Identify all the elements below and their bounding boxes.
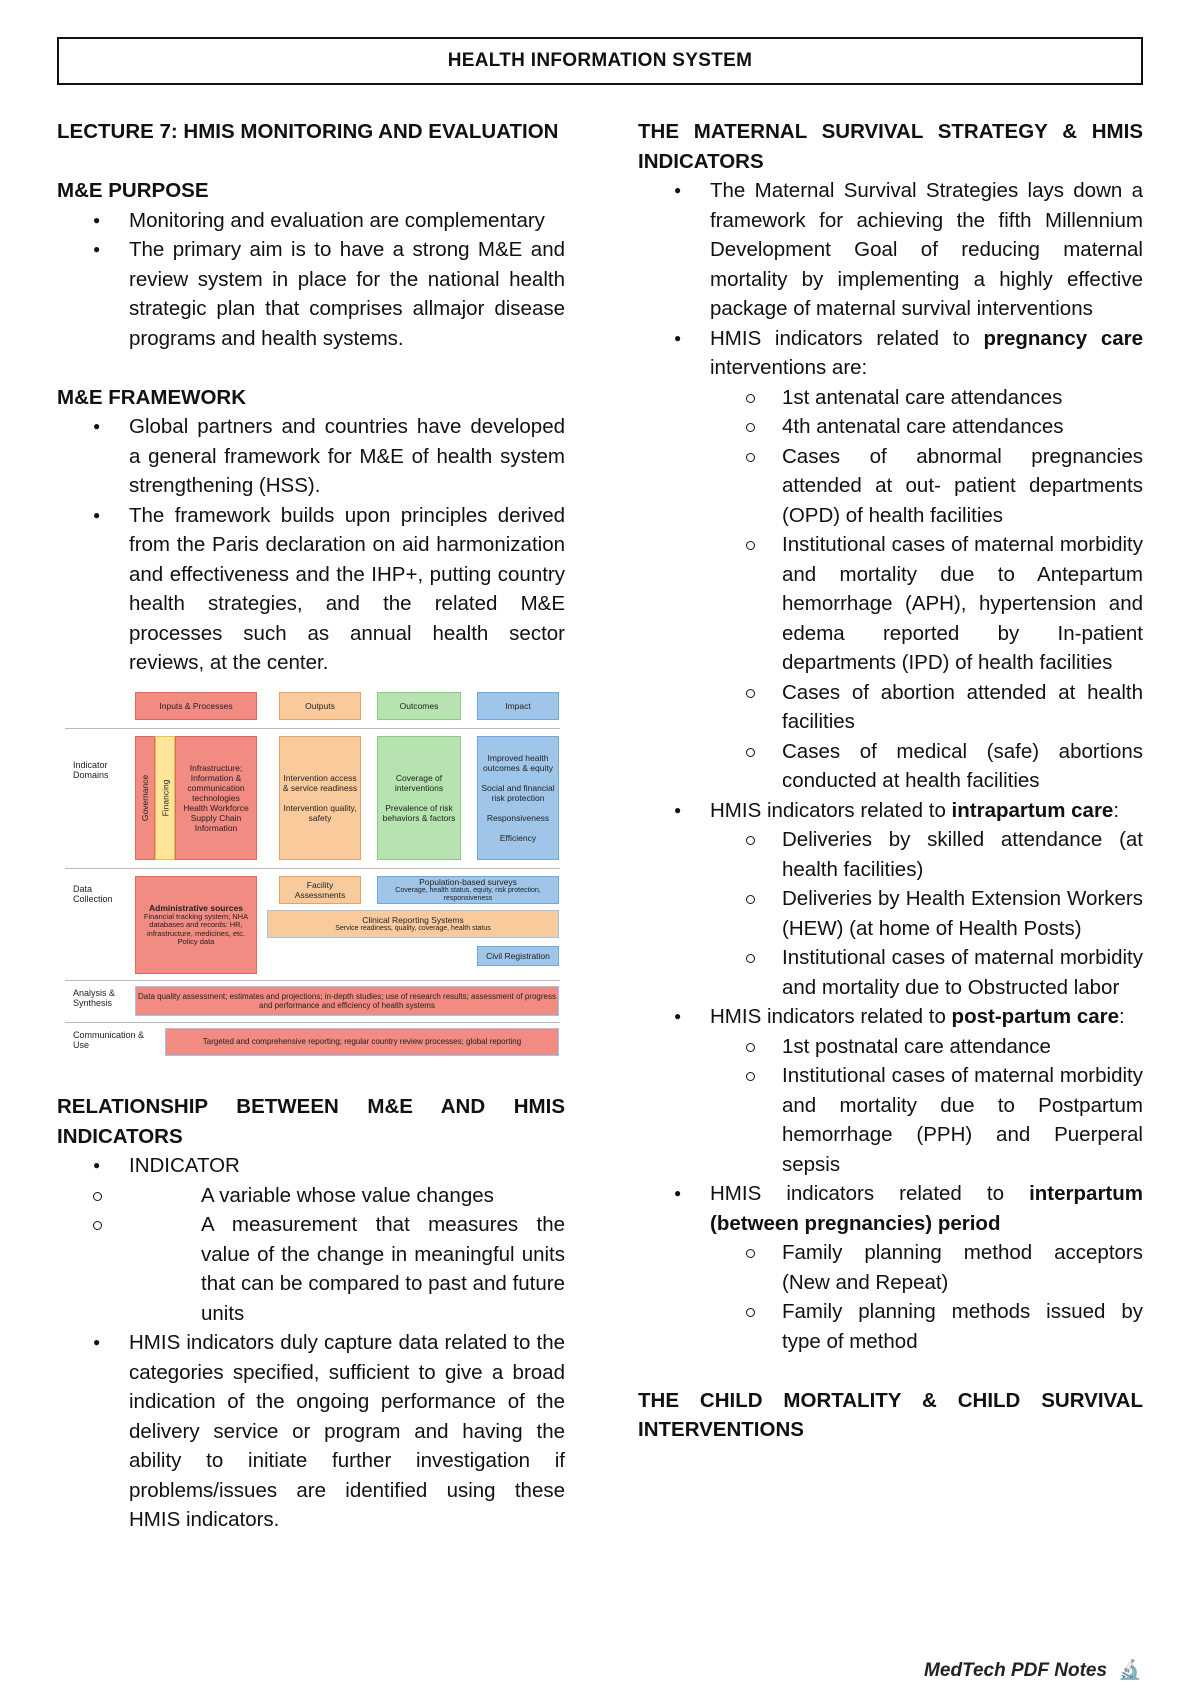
- list-item: ● The framework builds upon principles derived from the Paris declaration on aid harmonization and effectiveness and the IHP+, putting country health strategies, and the related M&E processes such as annual health sector reviews, at the center.: [57, 501, 565, 678]
- framework-heading: M&E FRAMEWORK: [57, 385, 247, 409]
- divider: [65, 728, 560, 729]
- list-item: [638, 1002, 1143, 1179]
- governance-label: Governance: [140, 774, 150, 821]
- purpose-heading: M&E PURPOSE: [57, 179, 209, 202]
- financing-bar: [155, 736, 175, 860]
- inputs-domains: Infrastructure; Information & communication technologies Health Workforce Supply Chain Information: [175, 736, 257, 860]
- divider: [65, 868, 560, 869]
- list-item: Deliveries by skilled attendance (at health facilities): [710, 825, 1143, 884]
- row-label-comm: Communication & Use: [73, 1029, 145, 1050]
- outcomes-domains: Coverage of interventions Prevalence of risk behaviors & factors: [377, 736, 461, 860]
- clinical-reporting: [267, 910, 559, 938]
- bold-term: pregnancy care: [983, 326, 1143, 350]
- governance-bar: [135, 736, 155, 860]
- list-item: Family planning methods issued by type of method: [710, 1297, 1143, 1356]
- child-heading: THE CHILD MORTALITY & CHILD SURVIVAL INTERVENTIONS: [638, 1388, 1143, 1441]
- list-item: Deliveries by Health Extension Workers (HEW) (at home of Health Posts): [710, 884, 1143, 943]
- list-item: Cases of medical (safe) abortions conducted at health facilities: [710, 737, 1143, 796]
- bold-term: post-partum care: [951, 1005, 1120, 1028]
- clinical-sub: Service readiness, quality, coverage, health status: [335, 924, 491, 932]
- list-item: A variable whose value changes: [57, 1181, 565, 1211]
- relationship-heading: RELATIONSHIP BETWEEN M&E AND HMIS INDICATORS: [57, 1095, 565, 1148]
- text-span: interventions are:: [710, 356, 868, 379]
- population-surveys: [377, 876, 559, 904]
- purpose-list: [57, 206, 565, 354]
- list-item: ● The primary aim is to have a strong M&E and review system in place for the national health strategic plan that comprises allmajor disease programs and health systems.: [57, 235, 565, 353]
- list-item: Cases of abortion attended at health facilities: [710, 678, 1143, 737]
- intrapartum-sublist: [710, 825, 1143, 1002]
- list-item: Institutional cases of maternal morbidity and mortality due to Postpartum hemorrhage (PPH) and Puerperal sepsis: [710, 1061, 1143, 1179]
- facility-assessments: Facility Assessments: [279, 876, 361, 904]
- list-item: [57, 1151, 565, 1328]
- col-header-inputs: Inputs & Processes: [135, 692, 257, 720]
- clinical-title: Clinical Reporting Systems: [362, 914, 464, 925]
- list-item: [638, 324, 1143, 796]
- outputs-domains: Intervention access & service readiness Intervention quality, safety: [279, 736, 361, 860]
- col-header-outcomes: Outcomes: [377, 692, 461, 720]
- relationship-list: [57, 1151, 565, 1535]
- list-item: Cases of abnormal pregnancies attended at out- patient departments (OPD) of health facilities: [710, 442, 1143, 531]
- framework-list: [57, 412, 565, 678]
- text-span: :: [1113, 798, 1120, 822]
- list-item: ● The Maternal Survival Strategies lays down a framework for achieving the fifth Millennium Development Goal of reducing maternal mortality by implementing a highly effective package of maternal survival interventions: [638, 176, 1143, 324]
- row-label-data: Data Collection: [73, 883, 113, 904]
- list-item: Family planning method acceptors (New and Repeat): [710, 1238, 1143, 1297]
- list-item: [638, 796, 1143, 1003]
- footer-brand: [924, 1658, 1142, 1682]
- list-item: 1st antenatal care attendances: [710, 383, 1143, 413]
- list-item: ● Global partners and countries have developed a general framework for M&E of health system strengthening (HSS).: [57, 412, 565, 501]
- bold-term: interpartum (between pregnancies) period: [710, 1182, 1143, 1235]
- list-item: A measurement that measures the value of the change in meaningful units that can be compared to past and future units: [57, 1210, 565, 1328]
- microscope-icon: 🔬: [1118, 1660, 1142, 1681]
- financing-label: Financing: [160, 779, 171, 816]
- indicator-label: INDICATOR: [129, 1154, 240, 1177]
- header-title: HEALTH INFORMATION SYSTEM: [447, 50, 753, 71]
- row-label-indicator: Indicator Domains: [73, 759, 109, 780]
- text-span: HMIS indicators related to: [710, 798, 952, 822]
- indicator-sublist: [57, 1181, 565, 1329]
- me-framework-diagram: [57, 688, 565, 1063]
- col-header-outputs: Outputs: [279, 692, 361, 720]
- list-item: 1st postnatal care attendance: [710, 1032, 1143, 1062]
- interpartum-sublist: [710, 1238, 1143, 1356]
- list-item: 4th antenatal care attendances: [710, 412, 1143, 442]
- brand-text: MedTech PDF Notes: [924, 1660, 1108, 1681]
- text-span: :: [1119, 1005, 1125, 1028]
- pregnancy-sublist: [710, 383, 1143, 796]
- admin-title: Administrative sources: [148, 902, 243, 913]
- page-header: [57, 37, 1143, 85]
- divider: [65, 1022, 560, 1023]
- text-span: HMIS indicators related to: [710, 1005, 952, 1028]
- civil-registration: Civil Registration: [477, 946, 559, 966]
- postpartum-sublist: [710, 1032, 1143, 1180]
- pop-sub: Coverage, health status, equity, risk protection, responsiveness: [395, 886, 541, 902]
- admin-sub: Financial tracking system; NHA databases and records: HR, infrastructure, medicines, etc. Policy data: [143, 911, 249, 946]
- list-item: ● Monitoring and evaluation are complementary: [57, 206, 565, 236]
- lecture-title: LECTURE 7: HMIS MONITORING AND EVALUATION: [57, 120, 559, 143]
- col-header-impact: Impact: [477, 692, 559, 720]
- divider: [65, 980, 560, 981]
- administrative-sources: [135, 876, 257, 974]
- list-item: ● HMIS indicators duly capture data related to the categories specified, sufficient to give a broad indication of the ongoing performance of the delivery service or program and having the ability to initiate further investigation if problems/issues are identified using these HMIS indicators.: [57, 1328, 565, 1535]
- maternal-heading: THE MATERNAL SURVIVAL STRATEGY & HMIS INDICATORS: [638, 120, 1143, 173]
- analysis-synthesis-bar: Data quality assessment; estimates and projections; in-depth studies; use of research results; assessment of progress and performance and efficiency of health systems: [135, 986, 559, 1016]
- list-item: [638, 1179, 1143, 1356]
- list-item: Institutional cases of maternal morbidity and mortality due to Obstructed labor: [710, 943, 1143, 1002]
- text-span: HMIS indicators related to: [710, 1182, 1030, 1205]
- text-span: HMIS indicators related to: [710, 326, 984, 350]
- right-column: [638, 117, 1143, 1445]
- communication-use-bar: Targeted and comprehensive reporting; regular country review processes; global reporting: [165, 1028, 559, 1056]
- pop-title: Population-based surveys: [419, 876, 517, 887]
- bold-term: intrapartum care: [951, 798, 1114, 822]
- row-label-analysis: Analysis & Synthesis: [73, 987, 116, 1008]
- list-item: Institutional cases of maternal morbidity and mortality due to Antepartum hemorrhage (APH), hypertension and edema reported by In-patient departments (IPD) of health facilities: [710, 530, 1143, 678]
- left-column: [57, 117, 565, 1535]
- maternal-list: [638, 176, 1143, 1356]
- impact-domains: Improved health outcomes & equity Social and financial risk protection Responsiveness Efficiency: [477, 736, 559, 860]
